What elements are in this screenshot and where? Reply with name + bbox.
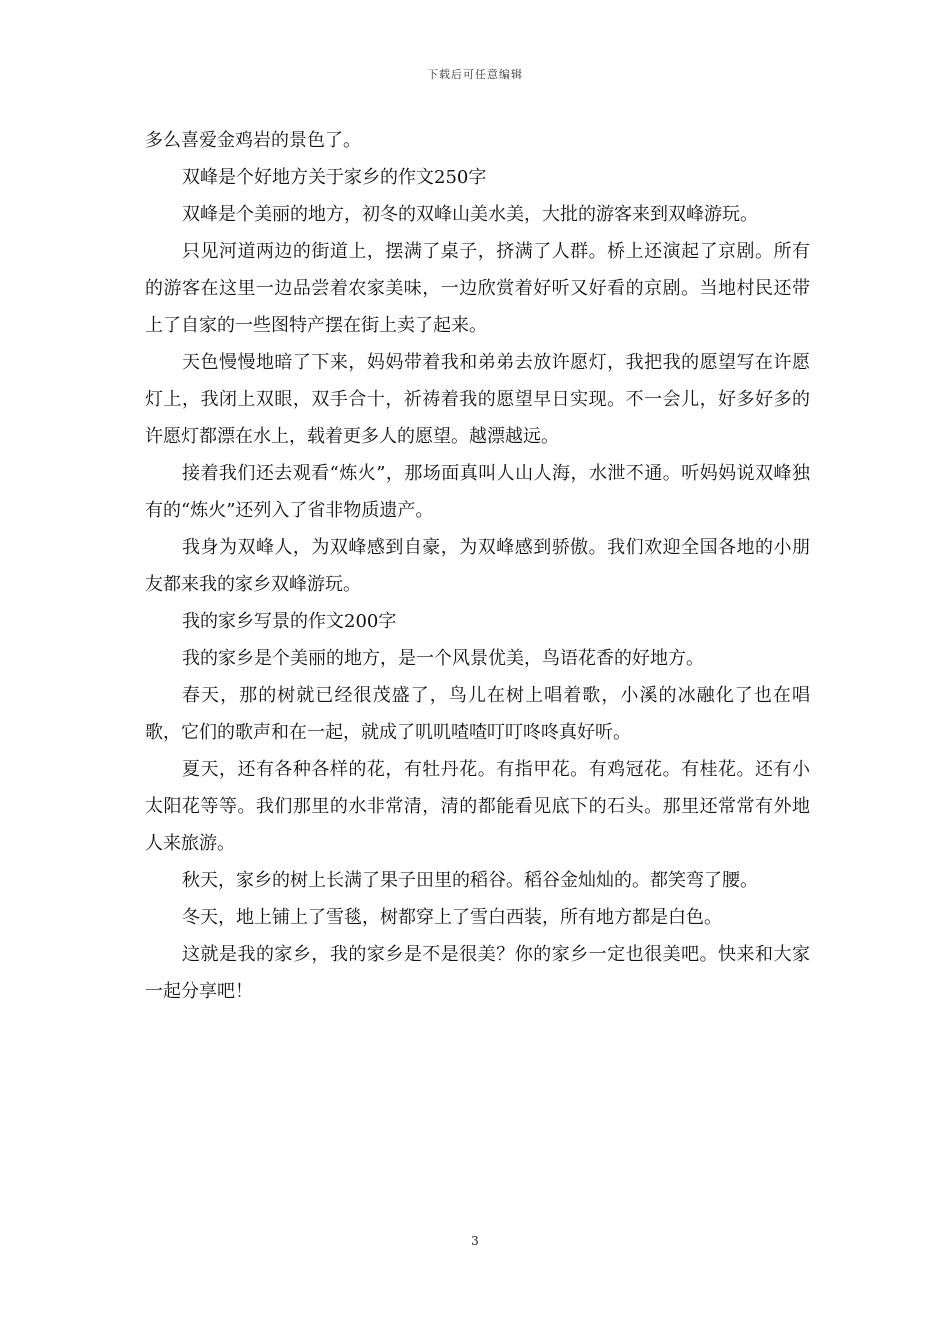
essay-title-shuangfeng: 双峰是个好地方关于家乡的作文250字	[182, 167, 487, 188]
paragraph: 我身为双峰人，为双峰感到自豪，为双峰感到骄傲。我们欢迎全国各地的小朋友都来我的家乡双峰游玩。	[145, 537, 810, 595]
paragraph-continuation: 多么喜爱金鸡岩的景色了。	[145, 130, 361, 151]
paragraph: 我的家乡是个美丽的地方，是一个风景优美，鸟语花香的好地方。	[182, 648, 704, 669]
document-body	[145, 122, 810, 1010]
page-number: 3	[471, 1234, 479, 1248]
paragraph: 春天，那的树就已经很茂盛了，鸟儿在树上唱着歌，小溪的冰融化了也在唱歌，它们的歌声和在一起，就成了叽叽喳喳叮叮咚咚真好听。	[145, 685, 810, 743]
paragraph: 只见河道两边的街道上，摆满了桌子，挤满了人群。桥上还演起了京剧。所有的游客在这里一边品尝着农家美味，一边欣赏着好听又好看的京剧。当地村民还带上了自家的一些图特产摆在街上卖了起来。	[145, 241, 810, 336]
paragraph: 冬天，地上铺上了雪毯，树都穿上了雪白西装，所有地方都是白色。	[182, 907, 722, 928]
paragraph: 秋天，家乡的树上长满了果子田里的稻谷。稻谷金灿灿的。都笑弯了腰。	[182, 870, 758, 891]
paragraph: 接着我们还去观看“炼火”，那场面真叫人山人海，水泄不通。听妈妈说双峰独有的“炼火”还列入了省非物质遗产。	[145, 463, 810, 521]
paragraph: 天色慢慢地暗了下来，妈妈带着我和弟弟去放许愿灯，我把我的愿望写在许愿灯上，我闭上双眼，双手合十，祈祷着我的愿望早日实现。不一会儿，好多好多的许愿灯都漂在水上，载着更多人的愿望。越漂越远。	[145, 352, 810, 447]
page-header: 下载后可任意编辑	[427, 68, 523, 81]
paragraph: 双峰是个美丽的地方，初冬的双峰山美水美，大批的游客来到双峰游玩。	[182, 204, 758, 225]
paragraph: 夏天，还有各种各样的花，有牡丹花。有指甲花。有鸡冠花。有桂花。还有小太阳花等等。我们那里的水非常清，清的都能看见底下的石头。那里还常常有外地人来旅游。	[145, 759, 810, 854]
essay-title-hometown: 我的家乡写景的作文200字	[182, 611, 397, 632]
paragraph: 这就是我的家乡，我的家乡是不是很美？你的家乡一定也很美吧。快来和大家一起分享吧！	[145, 944, 810, 1002]
